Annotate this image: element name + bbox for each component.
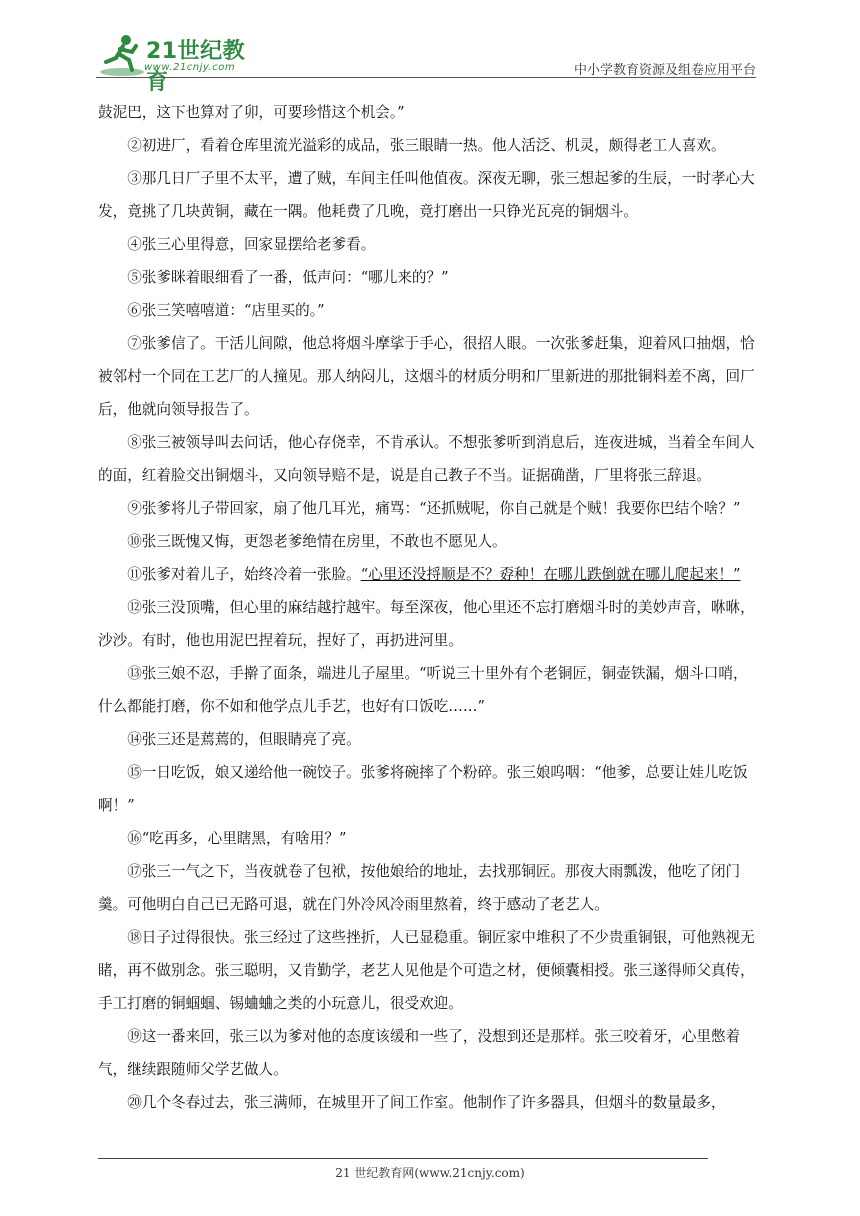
paragraph: ⑯“吃再多，心里瞎黑，有啥用？” xyxy=(127,830,347,847)
paragraph: ⑩张三既愧又悔，更怨老爹绝情在房里，不敢也不愿见人。 xyxy=(127,533,507,550)
paragraph: ②初进厂，看着仓库里流光溢彩的成品，张三眼睛一热。他人活泛、机灵，颇得老工人喜欢。 xyxy=(127,137,726,154)
paragraph: ⑧张三被领导叫去问话，他心存侥幸，不肯承认。不想张爹听到消息后，连夜进城，当着全车间人的面，红着脸交出铜烟斗，又向领导赔不是，说是自己教子不当。证据确凿，厂里将张三辞退。 xyxy=(98,434,755,484)
article-body xyxy=(98,96,762,1119)
paragraph: ⑫张三没顶嘴，但心里的麻结越拧越牢。每至深夜，他心里还不忘打磨烟斗时的美妙声音，咻咻，沙沙。有时，他也用泥巴捏着玩，捏好了，再扔进河里。 xyxy=(98,599,755,649)
paragraph: ⑬张三娘不忍，手擀了面条，端进儿子屋里。“听说三十里外有个老铜匠，铜壶铁漏，烟斗口哨，什么都能打磨，你不如和他学点儿手艺，也好有口饭吃……” xyxy=(98,665,748,715)
paragraph-11 xyxy=(98,558,762,591)
paragraph: ⑰张三一气之下，当夜就卷了包袱，按他娘给的地址，去找那铜匠。那夜大雨瓢泼，他吃了闭门羹。可他明白自己已无路可退，就在门外冷风冷雨里熬着，终于感动了老艺人。 xyxy=(98,863,741,913)
platform-name: 中小学教育资源及组卷应用平台 xyxy=(573,63,756,78)
paragraph-11-text: ⑪张爹对着儿子，始终冷着一张脸。 xyxy=(127,566,361,583)
site-logo xyxy=(96,32,266,95)
paragraph: ⑱日子过得很快。张三经过了这些挫折，人已显稳重。铜匠家中堆积了不少贵重铜银，可他熟视无睹，再不做别念。张三聪明，又肯勤学，老艺人见他是个可造之材，便倾囊相授。张三遂得师父真传，手工打磨的铜蝈蝈、锡蛐蛐之类的小玩意儿，很受欢迎。 xyxy=(98,929,755,1012)
runner-logo-icon xyxy=(96,32,146,78)
footer-divider xyxy=(98,1158,708,1159)
paragraph: ④张三心里得意，回家显摆给老爹看。 xyxy=(127,236,376,253)
paragraph: ⑲这一番来回，张三以为爹对他的态度该缓和一些了，没想到还是那样。张三咬着牙，心里憋着气，继续跟随师父学艺做人。 xyxy=(98,1028,741,1078)
paragraph: ⑦张爹信了。干活儿间隙，他总将烟斗摩挲于手心，很招人眼。一次张爹赶集，迎着风口抽烟，恰被邻村一个同在工艺厂的人撞见。那人纳闷儿，这烟斗的材质分明和厂里新进的那批铜料差不离，回厂后，他就向领导报告了。 xyxy=(98,335,755,418)
header-divider xyxy=(96,77,756,78)
paragraph: ③那几日厂子里不太平，遭了贼，车间主任叫他值夜。深夜无聊，张三想起爹的生辰，一时孝心大发，竟挑了几块黄铜，藏在一隅。他耗费了几晚，竟打磨出一只铮光瓦亮的铜烟斗。 xyxy=(98,170,755,220)
paragraph: ⑮一日吃饭，娘又递给他一碗饺子。张爹将碗摔了个粉碎。张三娘呜咽：“他爹，总要让娃儿吃饭啊！” xyxy=(98,764,748,814)
paragraph: ⑤张爹眯着眼细看了一番，低声问：“哪儿来的？” xyxy=(127,269,449,286)
paragraph: ⑳几个冬春过去，张三满师，在城里开了间工作室。他制作了许多器具，但烟斗的数量最多， xyxy=(127,1094,726,1111)
paragraph: ⑥张三笑嘻嘻道：“店里买的。” xyxy=(127,302,325,319)
underlined-quote: “心里还没捋顺是不？孬种！在哪儿跌倒就在哪儿爬起来！” xyxy=(360,566,741,583)
paragraph: 鼓泥巴，这下也算对了卯，可要珍惜这个机会。” xyxy=(98,104,405,121)
paragraph: ⑨张爹将儿子带回家，扇了他几耳光，痛骂：“还抓贼呢，你自己就是个贼！我要你巴结个啥？” xyxy=(127,500,741,517)
paragraph: ⑭张三还是蔫蔫的，但眼睛亮了亮。 xyxy=(127,731,361,748)
logo-url: www.21cnjy.com xyxy=(144,62,236,73)
page-header xyxy=(96,28,756,95)
logo-text: 21世纪教育 xyxy=(146,39,246,95)
page-footer: 21 世纪教育网(www.21cnjy.com) xyxy=(335,1166,525,1180)
